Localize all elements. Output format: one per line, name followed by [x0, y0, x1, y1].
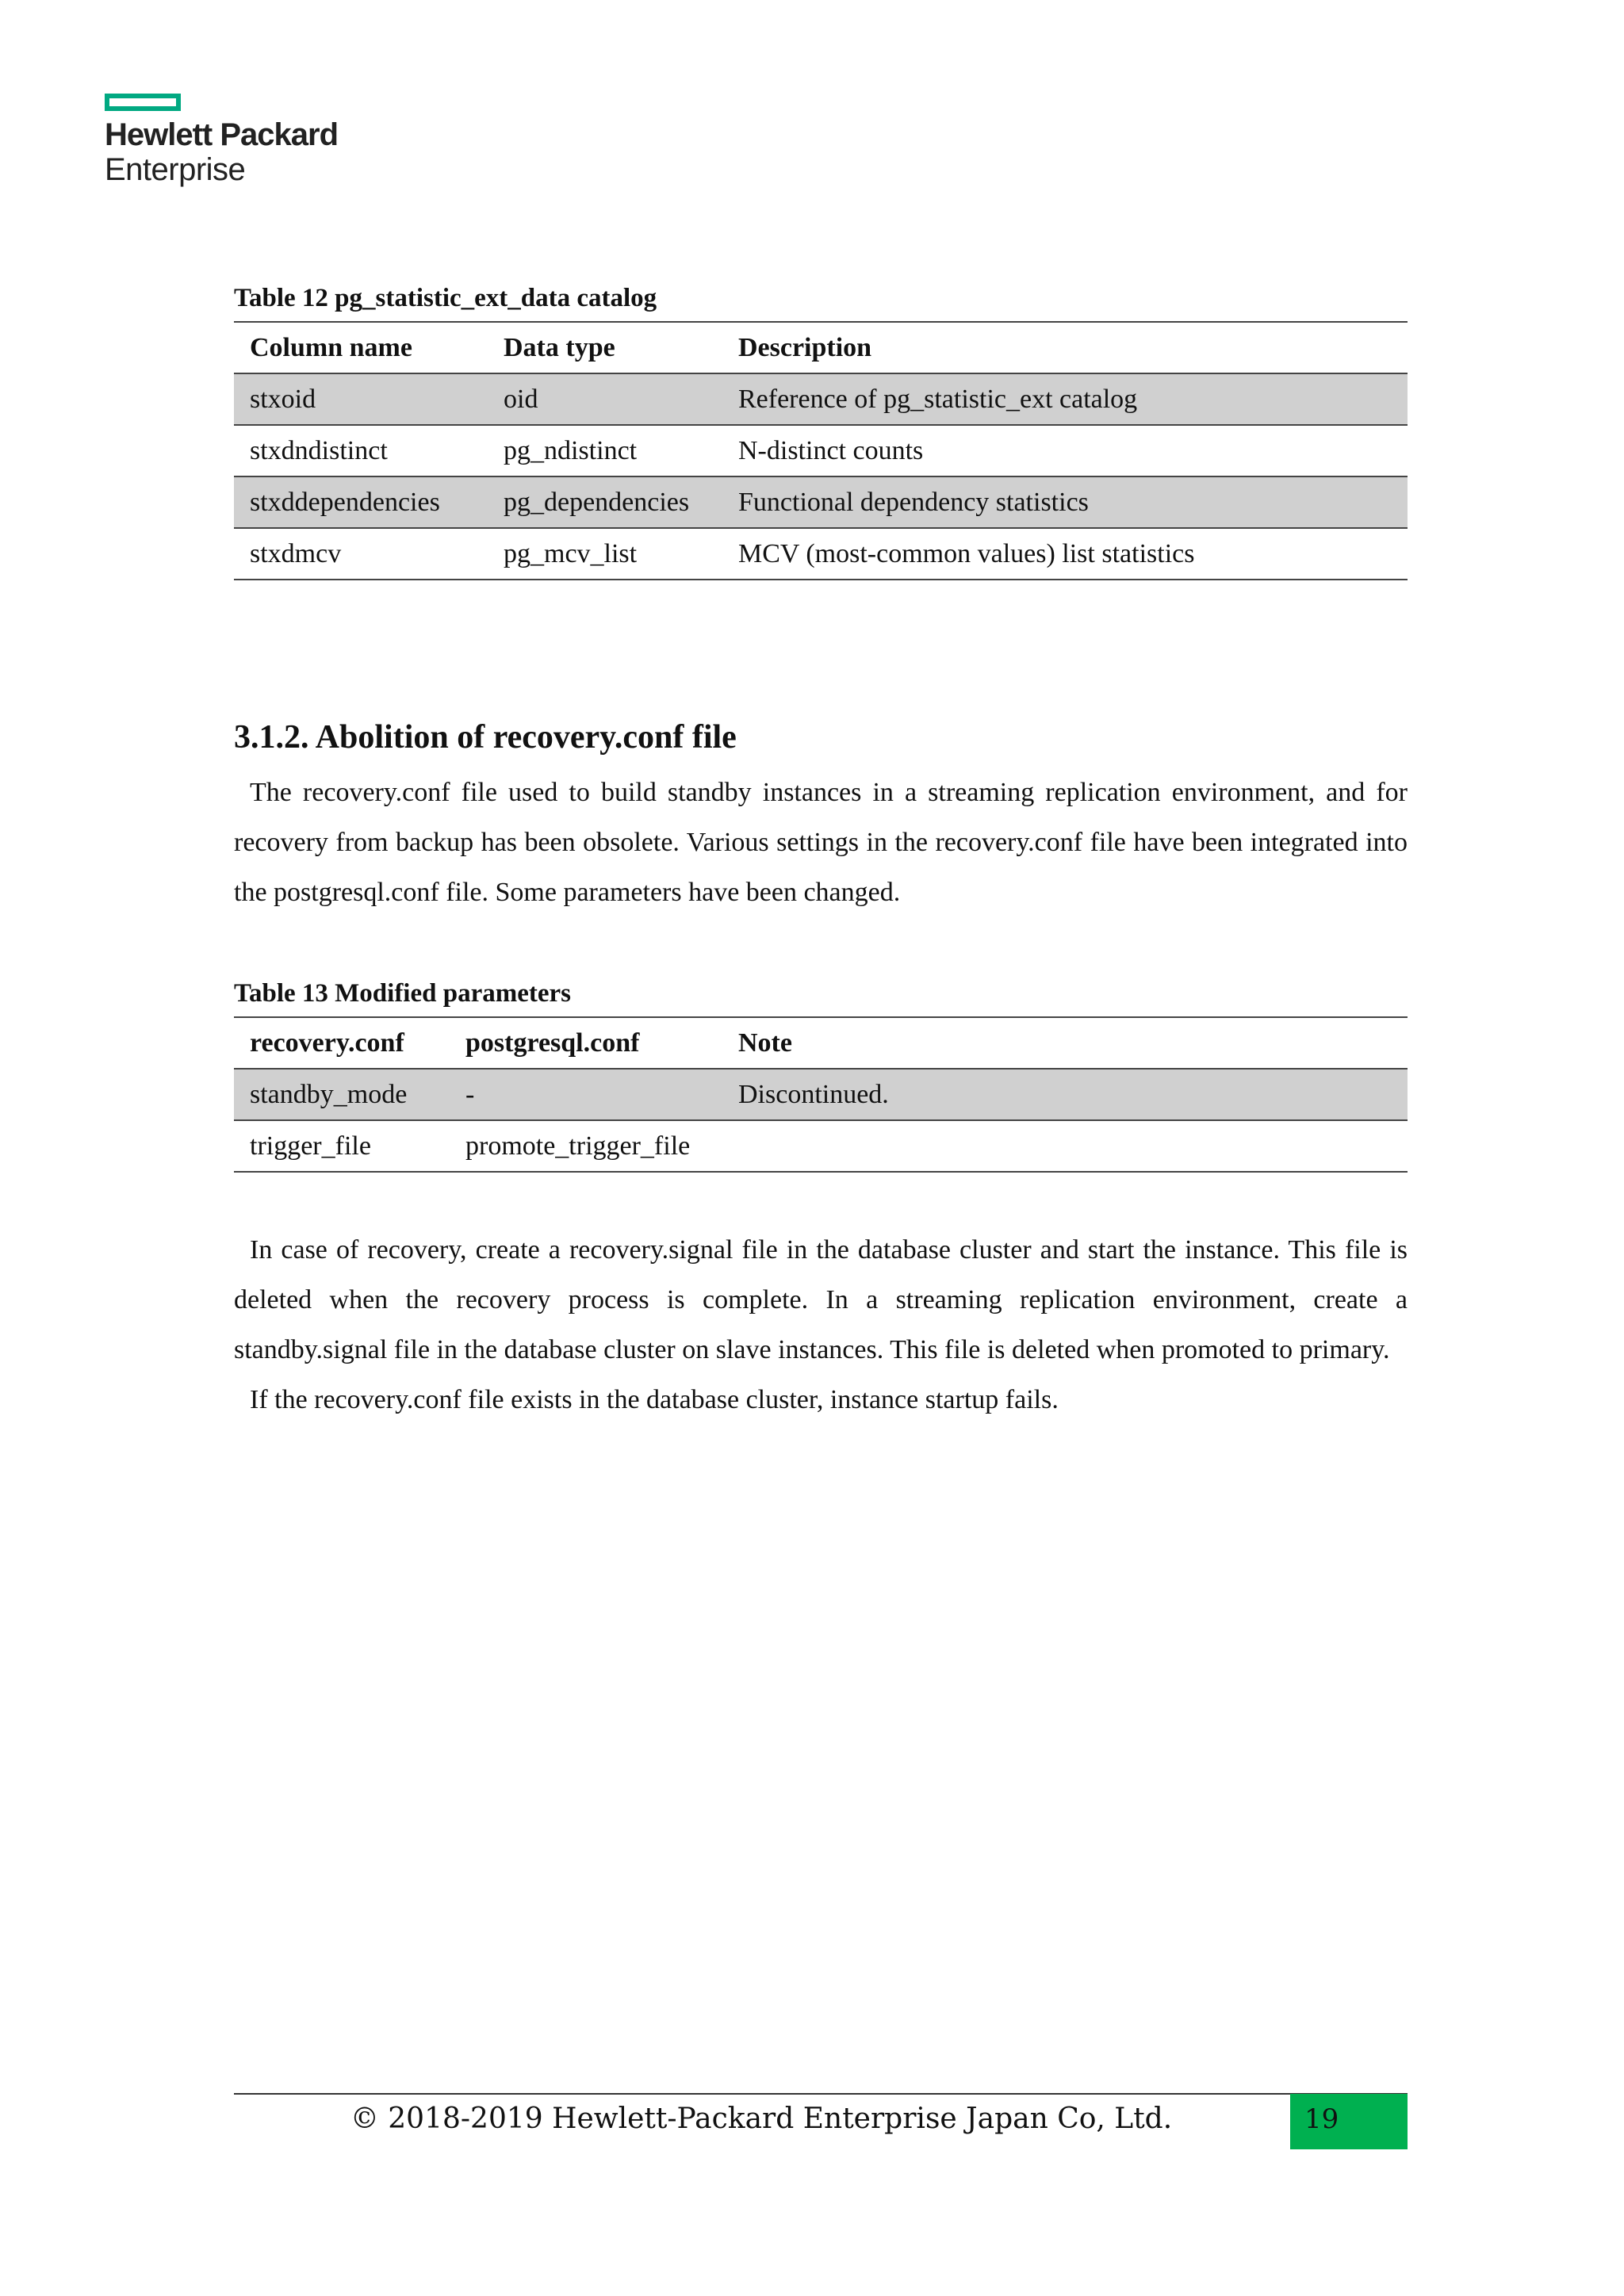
footer-divider [234, 2093, 1408, 2095]
table-cell: Functional dependency statistics [722, 476, 1408, 528]
table-header-row [234, 1017, 1408, 1069]
paragraph-3: If the recovery.conf file exists in the database cluster, instance startup fails. [250, 1385, 1059, 1414]
section-title: 3.1.2. Abolition of recovery.conf file [234, 719, 737, 756]
table-cell: stxddependencies [234, 476, 488, 528]
logo-rectangle-icon [105, 94, 181, 111]
table12-caption: Table 12 pg_statistic_ext_data catalog [234, 284, 657, 312]
table-cell: - [450, 1069, 722, 1120]
table-row [234, 1120, 1408, 1172]
table-header-cell: postgresql.conf [450, 1017, 722, 1069]
table-cell: stxdndistinct [234, 425, 488, 476]
table-cell: stxdmcv [234, 528, 488, 580]
logo-text-line2: Enterprise [105, 152, 246, 187]
table-cell: stxoid [234, 373, 488, 425]
paragraph-2: In case of recovery, create a recovery.signal file in the database cluster and start the instance. This file is deleted when the recovery process is complete. In a streaming replication environment, create a standby.signal file in the database cluster on slave instances. This file is deleted when promoted to primary. [234, 1235, 1408, 1364]
table-cell: N-distinct counts [722, 425, 1408, 476]
table12 [234, 321, 1408, 580]
table-cell: oid [488, 373, 722, 425]
table-header-cell: Description [722, 322, 1408, 373]
table-row [234, 373, 1408, 425]
table-cell: promote_trigger_file [450, 1120, 722, 1172]
table-row [234, 1069, 1408, 1120]
table-header-row [234, 322, 1408, 373]
table-header-cell: Data type [488, 322, 722, 373]
table-cell: trigger_file [234, 1120, 450, 1172]
table-header-cell: Note [722, 1017, 1408, 1069]
hpe-logo [105, 94, 338, 187]
table-cell: standby_mode [234, 1069, 450, 1120]
section-block [234, 714, 1408, 917]
table-cell [722, 1120, 1408, 1172]
table-header-cell: recovery.conf [234, 1017, 450, 1069]
table-row [234, 425, 1408, 476]
table13-block [234, 979, 1408, 1173]
table13 [234, 1016, 1408, 1173]
logo-text-line1: Hewlett Packard [105, 117, 339, 152]
table-row [234, 476, 1408, 528]
table-cell: pg_ndistinct [488, 425, 722, 476]
page-number: 19 [1290, 2094, 1408, 2149]
table-cell: pg_mcv_list [488, 528, 722, 580]
section-paragraph-1: The recovery.conf file used to build standby instances in a streaming replication environment, and for recovery from backup has been obsolete. Various settings in the recovery.conf file have been integrated into the postgresql.conf file. Some parameters have been changed. [234, 778, 1408, 907]
table-cell: MCV (most-common values) list statistics [722, 528, 1408, 580]
table-cell: Discontinued. [722, 1069, 1408, 1120]
footer-copyright: © 2018-2019 Hewlett-Packard Enterprise Japan Co, Ltd. [350, 2103, 1173, 2135]
table-header-cell: Column name [234, 322, 488, 373]
table13-caption: Table 13 Modified parameters [234, 979, 571, 1008]
table-cell: Reference of pg_statistic_ext catalog [722, 373, 1408, 425]
closing-paragraphs [234, 1225, 1408, 1425]
table-row [234, 528, 1408, 580]
table-cell: pg_dependencies [488, 476, 722, 528]
table12-block [234, 284, 1408, 580]
